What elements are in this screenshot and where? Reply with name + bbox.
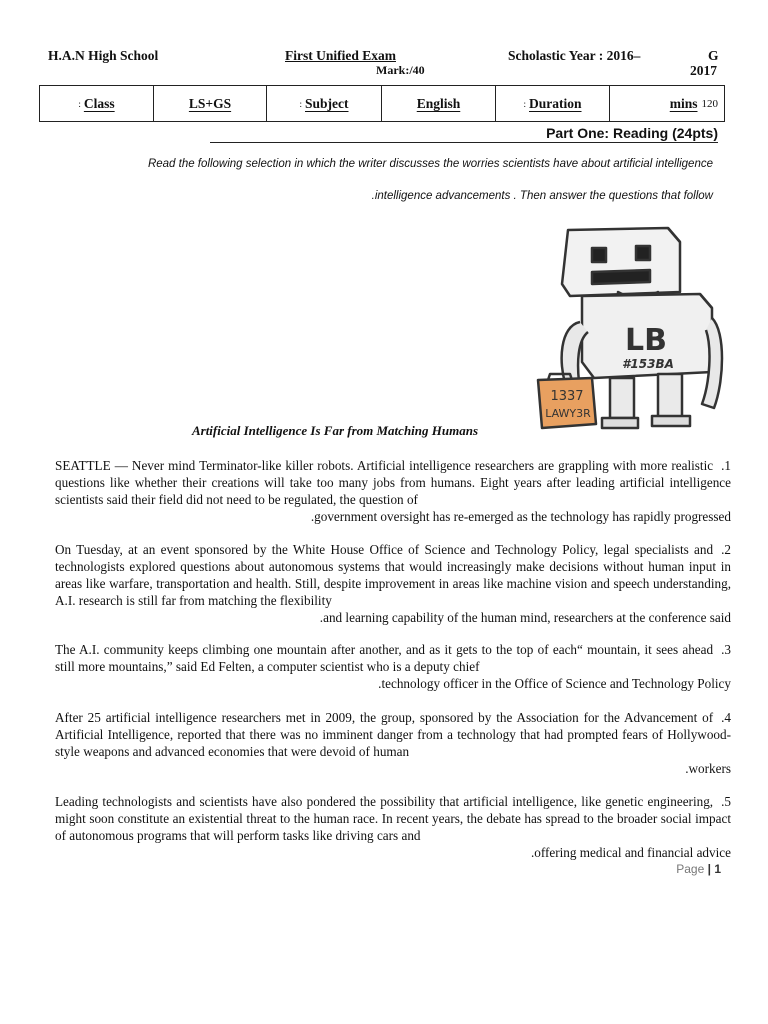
subject-label: Subject [305,95,349,111]
year-g: G [708,48,719,63]
robot-lawyer-icon [530,222,730,434]
paragraph-2: .2 On Tuesday, at an event sponsored by the White House Office of Science and Technology Policy, legal specialists and technologists explored questions about autonomous systems that would increasingly make decisions without human input in areas like warfare, transportation and health. Still, despite improvement in areas like machine vision and speech understanding, A.I. research is still far from matching the flexibility .and learning capability of the human mind, researchers at the conference said [55,542,731,625]
briefcase-line-1: 1337 [550,389,584,404]
year-end: 2017 [690,63,717,78]
page-footer [676,862,721,876]
year-label: Scholastic Year [508,48,596,63]
paragraph-1: .1 SEATTLE — Never mind Terminator-like killer robots. Artificial intelligence researchers are grappling with more realistic questions like whether their creations will take too many jobs from humans. Eight years after leading artificial intelligence scientists said their field did not need to be regulated, the question of .government oversight has re-emerged as the technology has rapidly progressed [55,458,731,524]
exam-mark: Mark:/40 [376,63,425,77]
robot-chest-hash: #153BA [622,357,674,371]
duration-value: 120 [701,97,718,110]
scholastic-year [508,48,640,64]
page-label: Page [676,862,705,876]
school-name: H.A.N High School [48,48,159,63]
intro-line-2: .intelligence advancements . Then answer the questions that follow [371,190,713,202]
intro-line-1: Read the following selection in which the writer discusses the worries scientists have about artificial intelligence [147,158,713,170]
exam-title: First Unified Exam [285,48,396,63]
subject-label-cell: : Subject [267,86,382,121]
paragraph-5: .5 Leading technologists and scientists have also pondered the possibility that artificial intelligence, like genetic engineering, might soon constitute an existential threat to the human race. In recent years, the debate has spread to the broader social impact of autonomous programs that will perform tasks like driving cars and .offering medical and financial advice [55,794,731,860]
briefcase-line-2: LAWY3R [545,407,591,420]
subject-value-cell [382,86,496,121]
year-value: : 2016– [598,48,641,63]
article-title: Artificial Intelligence Is Far from Matching Humans [191,423,479,438]
class-label-cell: : Class [40,86,154,121]
paragraph-3: .3 The A.I. community keeps climbing one mountain after another, and as it gets to the top of each“ mountain, it sees ahead still more mountains,” said Ed Felten, a computer scientist who is a deputy chief .technology officer in the Office of Science and Technology Policy [55,642,731,691]
paragraph-4: .4 After 25 artificial intelligence researchers met in 2009, the group, sponsored by the Association for the Advancement of Artificial Intelligence, reported that there was no imminent danger from a technology that had prompted fears of Hollywood-style weapons and advanced economies that were devoid of human .workers [55,710,731,776]
exam-info-table [39,85,725,122]
page-number: 1 [714,862,721,876]
duration-label: Duration [529,95,582,111]
duration-value-cell [610,86,724,121]
robot-chest-label: LB [625,323,667,358]
page-separator: | [707,862,711,876]
class-value-cell [154,86,267,121]
subject-value: English [416,95,461,111]
duration-unit: mins [669,95,698,111]
part-title: Part One: Reading (24pts) [210,124,718,143]
class-label: Class [83,95,115,111]
class-value: LS+GS [188,95,232,111]
duration-label-cell: : Duration [496,86,610,121]
